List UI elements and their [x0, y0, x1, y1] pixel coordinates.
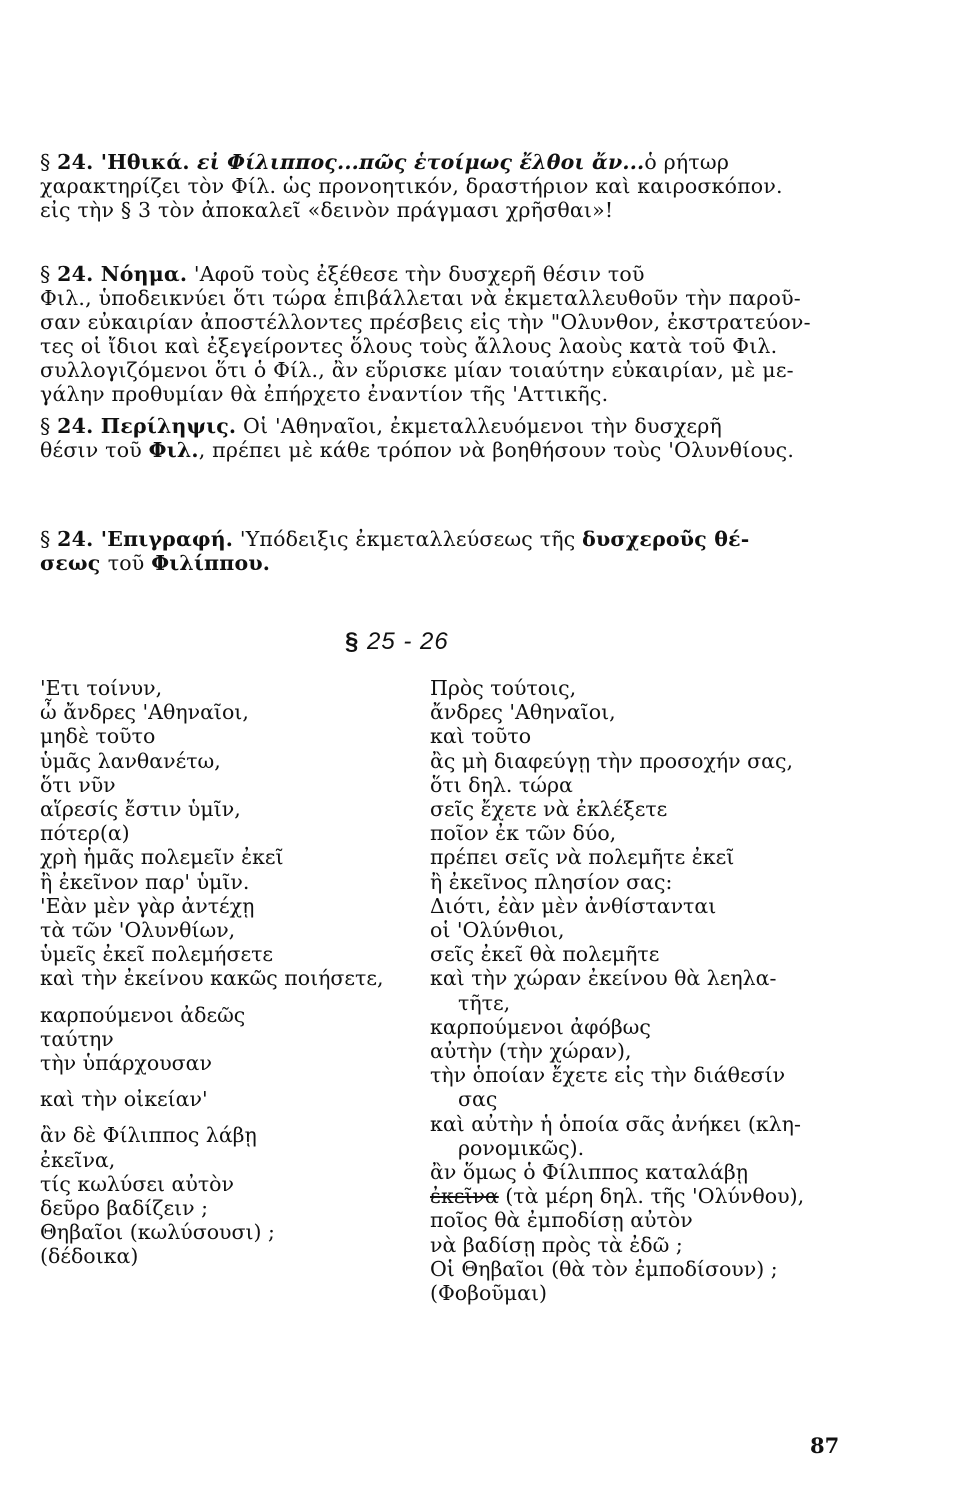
text-run: δυσχεροῦς θέ- [582, 527, 750, 551]
text-run: ὁ ρήτωρ [644, 150, 730, 174]
paragraph-line [40, 150, 840, 174]
verse-line: καὶ τὴν ἐκείνου κακῶς ποιήσετε, [40, 966, 384, 991]
verse-line: ἄνδρες 'Αθηναῖοι, [430, 700, 616, 725]
verse-line: καὶ τοῦτο [430, 724, 532, 749]
verse-line: χρὴ ἡμᾶς πολεμεῖν ἐκεῖ [40, 845, 284, 870]
verse-line: 'Εὰν μὲν γὰρ ἀντέχῃ [40, 893, 255, 918]
text-run: τες οἱ ἴδιοι καὶ ἐξεγείροντες ὅλους τοὺς ἄλλους λαοὺς κατὰ τοῦ Φιλ. [40, 334, 778, 358]
paragraph-line [40, 310, 840, 334]
text-run: εἰ Φίλιππος...πῶς ἑτοίμως ἔλθοι ἄν... [189, 150, 645, 174]
verse-line: ταύτην [40, 1026, 114, 1051]
verse-line: ρονομικῶς). [458, 1135, 585, 1160]
text-run: 24. 'Ηθικά. [57, 150, 190, 174]
verse-line: ὑμεῖς ἐκεῖ πολεμήσετε [40, 942, 274, 967]
commentary-paragraph [40, 262, 840, 406]
text-run: συλλογιζόμενοι ὅτι ὁ Φίλ., ἂν εὕρισκε μίαν τοιαύτην εὐκαιρίαν, μὲ με- [40, 358, 794, 382]
text-run: σεως [40, 551, 108, 575]
text-run: § [40, 414, 58, 438]
text-run: Φιλ. [148, 438, 199, 462]
paragraph-line [40, 286, 840, 310]
verse-line: Οἱ Θηβαῖοι (θὰ τὸν ἐμποδίσουν) ; [430, 1256, 778, 1281]
commentary-paragraph [40, 527, 840, 575]
section-number: 25 - 26 [367, 628, 449, 655]
verse-line [40, 1111, 383, 1123]
verse-line: καὶ αὐτὴν ἡ ὁποία σᾶς ἀνήκει (κλη- [430, 1111, 801, 1136]
paragraph-line [40, 198, 840, 222]
text-run: 'Αφοῦ τοὺς ἐξέθεσε τὴν δυσχερῆ θέσιν τοῦ [187, 262, 645, 286]
verse-line: τὰ τῶν 'Ολυνθίων, [40, 918, 236, 943]
verse-line [430, 1184, 804, 1208]
verse-line: Θηβαῖοι (κωλύσουσι) ; [40, 1220, 275, 1245]
verse-line: ἂν δὲ Φίλιππος λάβῃ [40, 1123, 257, 1148]
verse-line: ποῖον ἐκ τῶν δύο, [430, 821, 617, 846]
verse-line: καὶ τὴν χώραν ἐκείνου θὰ λεηλα- [430, 966, 777, 991]
line-rest: (τὰ μέρη δηλ. τῆς 'Ολύνθου), [498, 1184, 805, 1209]
verse-line: Πρὸς τούτοις, [430, 676, 577, 700]
verse-line: τῆτε, [458, 990, 511, 1015]
text-run: θέσιν τοῦ [40, 438, 149, 462]
struck-word: ἐκεῖνα [430, 1184, 499, 1209]
verse-line: ἂν ὅμως ὁ Φίλιππος καταλάβῃ [430, 1160, 749, 1185]
verse-line: ἢ ἐκεῖνον παρ' ὑμῖν. [40, 869, 250, 894]
verse-line: 'Ετι τοίνυν, [40, 676, 163, 700]
verse-line: πρέπει σεῖς νὰ πολεμῆτε ἐκεῖ [430, 845, 735, 870]
section-symbol: § [345, 628, 360, 655]
verse-line: καὶ τὴν οἰκείαν' [40, 1087, 208, 1112]
paragraph-line [40, 358, 840, 382]
text-run: χαρακτηρίζει τὸν Φίλ. ὡς προνοητικόν, δραστήριον καὶ καιροσκόπον. [40, 174, 783, 198]
verse-line: Διότι, ἐὰν μὲν ἀνθίστανται [430, 893, 717, 918]
ancient-text-column [40, 676, 383, 1269]
verse-line: ἂς μὴ διαφεύγῃ τὴν προσοχήν σας, [430, 748, 793, 773]
text-run: σαν εὐκαιρίαν ἀποστέλλοντες πρέσβεις εἰς τὴν "Ολυνθον, ἐκστρατεύον- [40, 310, 811, 334]
text-run: Φιλ., ὑποδεικνύει ὅτι τώρα ἐπιβάλλεται νὰ ἐκμεταλλευθοῦν τὴν παροῦ- [40, 286, 801, 310]
text-run: 24. Περίληψις. [57, 414, 237, 438]
paragraph-line [40, 551, 840, 575]
text-run: 'Υπόδειξις ἐκμεταλλεύσεως τῆς [233, 527, 583, 551]
verse-line: τίς κωλύσει αὐτὸν [40, 1171, 234, 1196]
paragraph-line [40, 438, 840, 462]
verse-line: αὐτὴν (τὴν χώραν), [430, 1039, 632, 1064]
verse-line: σας [458, 1087, 498, 1112]
verse-line: ὅτι δηλ. τώρα [430, 772, 573, 797]
verse-line [40, 991, 383, 1003]
verse-line: τὴν ὑπάρχουσαν [40, 1051, 212, 1076]
verse-line: νὰ βαδίσῃ πρὸς τὰ ἐδῶ ; [430, 1232, 683, 1257]
verse-line: τὴν ὁποίαν ἔχετε εἰς τὴν διάθεσίν [430, 1063, 786, 1088]
commentary-paragraph [40, 150, 840, 222]
text-run: § [40, 150, 58, 174]
verse-line: οἱ 'Ολύνθιοι, [430, 918, 565, 943]
verse-line [40, 1075, 383, 1087]
text-run: εἰς τὴν § 3 τὸν ἀποκαλεῖ «δεινὸν πράγμασι χρῆσθαι»! [40, 198, 614, 222]
verse-line: μηδὲ τοῦτο [40, 724, 156, 749]
verse-line: καρπούμενοι ἀδεῶς [40, 1002, 246, 1027]
paragraph-line [40, 174, 840, 198]
paragraph-line [40, 382, 840, 406]
verse-line: ὅτι νῦν [40, 772, 116, 797]
verse-line: σεῖς ἐκεῖ θὰ πολεμῆτε [430, 942, 660, 967]
text-run: § [40, 527, 58, 551]
verse-line: ὦ ἄνδρες 'Αθηναῖοι, [40, 700, 249, 725]
verse-line: (Φοβοῦμαι) [430, 1281, 548, 1306]
translation-column [430, 676, 804, 1305]
verse-line: (δέδοικα) [40, 1244, 139, 1269]
verse-line: καρπούμενοι ἀφόβως [430, 1014, 651, 1039]
text-run: , πρέπει μὲ κάθε τρόπον νὰ βοηθήσουν τοὺς 'Ολυνθίους. [198, 438, 795, 462]
text-run: 24. 'Επιγραφή. [57, 527, 234, 551]
text-run: τοῦ [107, 551, 152, 575]
text-run: 24. Νόημα. [57, 262, 188, 286]
text-run: Οἱ 'Αθηναῖοι, ἐκμεταλλευόμενοι τὴν δυσχερῆ [236, 414, 722, 438]
paragraph-line [40, 334, 840, 358]
paragraph-line [40, 527, 840, 551]
verse-line: πότερ(α) [40, 821, 130, 846]
verse-line: σεῖς ἔχετε νὰ ἐκλέξετε [430, 797, 668, 822]
verse-line: ἢ ἐκεῖνος πλησίον σας: [430, 869, 673, 894]
commentary-paragraph [40, 414, 840, 462]
text-run: γάλην προθυμίαν θὰ ἐπήρχετο ἐναντίον τῆς 'Αττικῆς. [40, 382, 609, 406]
text-run: Φιλίππου. [151, 551, 271, 575]
verse-line: ποῖος θὰ ἐμποδίσῃ αὐτὸν [430, 1208, 693, 1233]
verse-line: αἵρεσίς ἔστιν ὑμῖν, [40, 797, 241, 822]
section-heading [345, 628, 449, 656]
verse-line: δεῦρο βαδίζειν ; [40, 1196, 209, 1221]
text-run: § [40, 262, 58, 286]
verse-line: ἐκεῖνα, [40, 1147, 116, 1172]
paragraph-line [40, 414, 840, 438]
verse-line: ὑμᾶς λανθανέτω, [40, 748, 221, 773]
page-number: 87 [810, 1433, 840, 1458]
paragraph-line [40, 262, 840, 286]
